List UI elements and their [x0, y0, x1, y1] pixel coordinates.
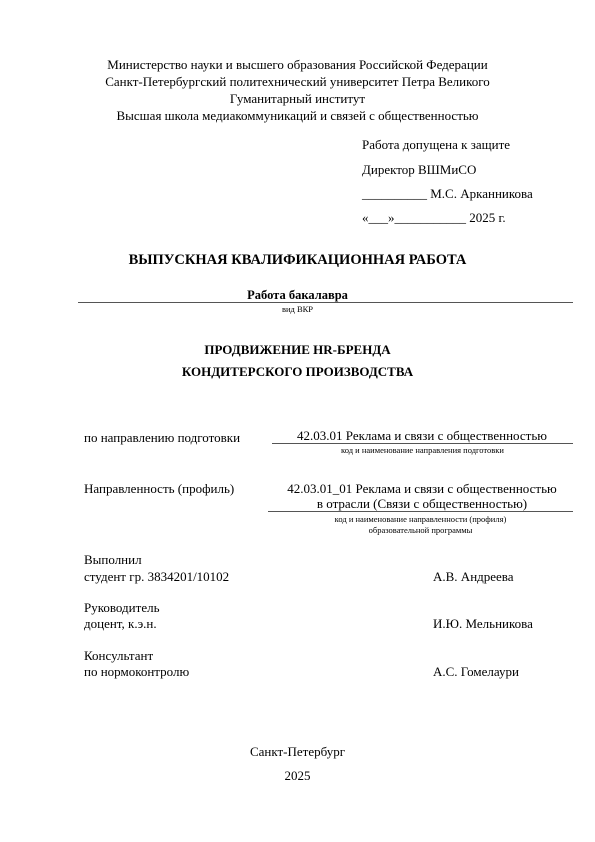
direction-caption: код и наименование направления подготовки [341, 445, 504, 455]
approval-signature: __________ М.С. Арканникова [362, 186, 533, 201]
profile-value-line-1: 42.03.01_01 Реклама и связи с общественностью [287, 481, 557, 496]
direction-underline [272, 443, 573, 444]
profile-label: Направленность (профиль) [84, 481, 235, 496]
work-type-caption: вид ВКР [281, 304, 314, 314]
document-title: ВЫПУСКНАЯ КВАЛИФИКАЦИОННАЯ РАБОТА [128, 252, 467, 268]
supervisor-position: доцент, к.э.н. [84, 616, 157, 631]
school-line: Высшая школа медиакоммуникаций и связей с общественностью [116, 108, 479, 123]
institute-line: Гуманитарный институт [229, 91, 366, 106]
direction-label: по направлению подготовки [84, 430, 241, 445]
profile-value-line-2: в отрасли (Связи с общественностью) [316, 496, 528, 511]
topic-line-1: ПРОДВИЖЕНИЕ HR-БРЕНДА [204, 342, 391, 357]
work-type-value: Работа бакалавра [247, 288, 348, 302]
profile-caption-line-1: код и наименование направленности (профиля) [334, 514, 507, 524]
consultant-position: по нормоконтролю [84, 664, 190, 679]
topic-line-2: КОНДИТЕРСКОГО ПРОИЗВОДСТВА [181, 364, 414, 379]
performer-position: студент гр. 3834201/10102 [84, 569, 230, 584]
approval-admitted: Работа допущена к защите [362, 137, 511, 152]
footer-year: 2025 [284, 768, 311, 783]
supervisor-name: И.Ю. Мельникова [433, 616, 533, 631]
consultant-role: Консультант [84, 648, 154, 663]
university-line: Санкт-Петербургский политехнический университет Петра Великого [105, 74, 490, 89]
ministry-line: Министерство науки и высшего образования Российской Федерации [107, 57, 488, 72]
profile-caption-line-2: образовательной программы [368, 525, 473, 535]
supervisor-role: Руководитель [84, 600, 160, 615]
approval-date: «___»___________ 2025 г. [362, 210, 506, 225]
profile-underline [268, 511, 573, 512]
approval-director: Директор ВШМиСО [362, 162, 477, 177]
performer-name: А.В. Андреева [433, 569, 514, 584]
performer-role: Выполнил [84, 552, 142, 567]
footer-city: Санкт-Петербург [249, 744, 346, 759]
direction-value: 42.03.01 Реклама и связи с общественностью [297, 428, 547, 443]
work-type-underline [78, 302, 573, 303]
consultant-name: А.С. Гомелаури [433, 664, 519, 679]
